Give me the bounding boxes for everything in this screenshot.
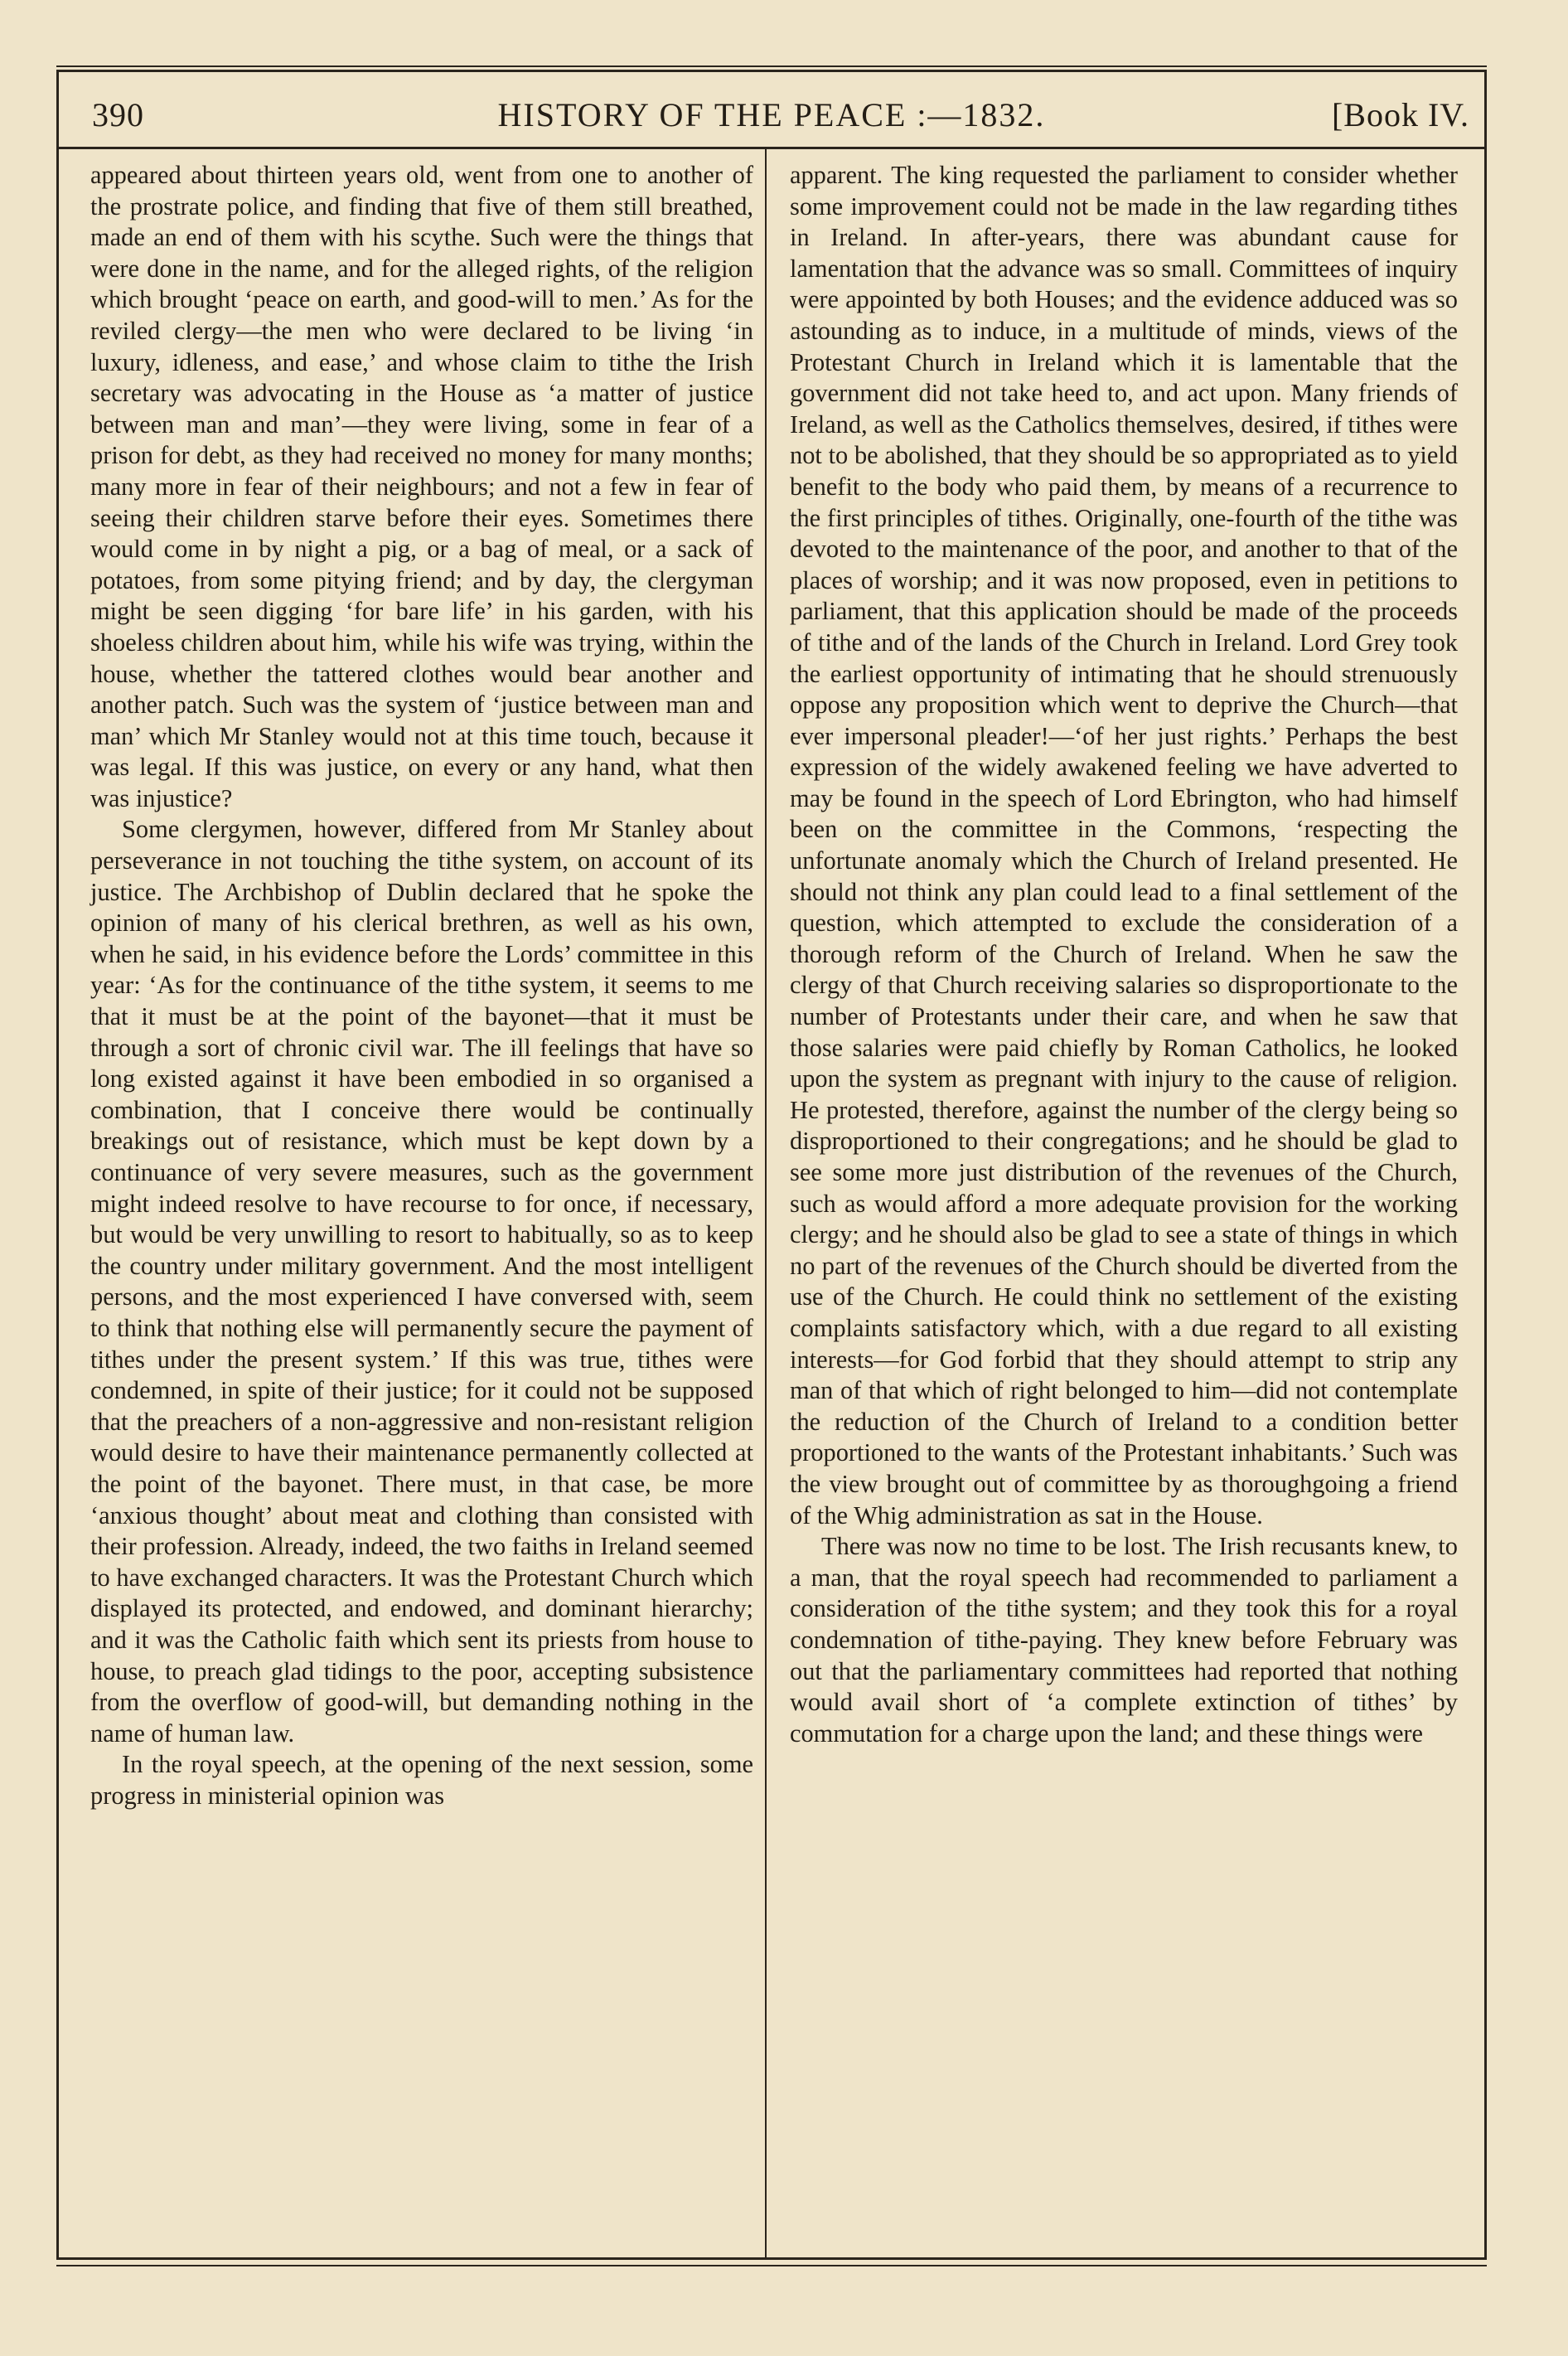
paragraph: appeared about thirteen years old, went from one to another of the prostrate police, and finding that five of them still breathed, made an end of them with his scythe. Such were the things that were done in the name, and for the alleged rights, of the religion which brought ‘peace on earth, and good-will to men.’ As for the reviled clergy—the men who were declared to be living ‘in luxury, idleness, and ease,’ and whose claim to tithe the Irish secretary was advocating in the House as ‘a matter of justice between man and man’—they were living, some in fear of a prison for debt, as they had received no money for many months; many more in fear of their neighbours; and not a few in fear of seeing their children starve before their eyes. Sometimes there would come in by night a pig, or a bag of meal, or a sack of potatoes, from some pitying friend; and by day, the clergyman might be seen digging ‘for bare life’ in his garden, with his shoeless children about him, while his wife was trying, within the house, whether the tattered clothes would bear another and another patch. Such was the system of ‘justice between man and man’ which Mr Stanley would not at this time touch, because it was legal. If this was justice, on every or any hand, what then was injustice? xyxy=(90,161,753,812)
running-title: HISTORY OF THE PEACE :—1832. xyxy=(497,96,1046,133)
book-label: [Book IV. xyxy=(1331,96,1469,133)
left-column xyxy=(90,160,753,1811)
right-column xyxy=(790,160,1458,1749)
paragraph: In the royal speech, at the opening of the next session, some progress in ministerial opinion was xyxy=(90,1750,753,1810)
paragraph: Some clergymen, however, differed from Mr Stanley about perseverance in not touching the tithe system, on account of its justice. The Archbishop of Dublin declared that he spoke the opinion of many of his clerical brethren, as well as his own, when he said, in his evidence before the Lords’ committee in this year: ‘As for the continuance of the tithe system, it seems to me that it must be at the point of the bayonet—that it must be through a sort of chronic civil war. The ill feelings that have so long existed against it have been embodied in so organised a combination, that I conceive there would be continually breakings out of resistance, which must be kept down by a continuance of very severe measures, such as the government might indeed resolve to have recourse to for once, if necessary, but would be very unwilling to resort to habitually, so as to keep the country under military government. And the most intelligent persons, and the most experienced I have conversed with, seem to think that nothing else will permanently secure the payment of tithes under the present system.’ If this was true, tithes were condemned, in spite of their justice; for it could not be supposed that the preachers of a non-aggressive and non-resistant religion would desire to have their maintenance permanently collected at the point of the bayonet. There must, in that case, be more ‘anxious thought’ about meat and clothing than consisted with their profession. Already, indeed, the two faiths in Ireland seemed to have exchanged characters. It was the Protestant Church which displayed its protected, and endowed, and dominant hierarchy; and it was the Catholic faith which sent its priests from house to house, to preach glad tidings to the poor, accepting subsistence from the overflow of good-will, but demanding nothing in the name of human law. xyxy=(90,815,753,1748)
book-page xyxy=(56,70,1487,2260)
page-number: 390 xyxy=(92,96,144,133)
running-header xyxy=(59,72,1484,149)
paragraph: There was now no time to be lost. The Irish recusants knew, to a man, that the royal speech had recommended to parliament a consideration of the tithe system; and they took this for a royal condemnation of tithe-paying. They knew before February was out that the parliamentary committees had reported that nothing would avail short of ‘a complete extinction of tithes’ by commutation for a charge upon the land; and these things were xyxy=(790,1532,1458,1748)
column-divider xyxy=(765,148,767,2257)
paragraph: apparent. The king requested the parliament to consider whether some improvement could not be made in the law regarding tithes in Ireland. In after-years, there was abundant cause for lamentation that the advance was so small. Committees of inquiry were appointed by both Houses; and the evidence adduced was so astounding as to induce, in a multitude of minds, views of the Protestant Church in Ireland which it is lamentable that the government did not take heed to, and act upon. Many friends of Ireland, as well as the Catholics themselves, desired, if tithes were not to be abolished, that they should be so appropriated as to yield benefit to the body who paid them, by means of a recurrence to the first principles of tithes. Originally, one-fourth of the tithe was devoted to the maintenance of the poor, and another to that of the places of worship; and it was now proposed, even in petitions to parliament, that this application should be made of the proceeds of tithe and of the lands of the Church in Ireland. Lord Grey took the earliest opportunity of intimating that he should strenuously oppose any proposition which went to deprive the Church—that ever impersonal pleader!—‘of her just rights.’ Perhaps the best expression of the widely awakened feeling we have adverted to may be found in the speech of Lord Ebrington, who had himself been on the committee in the Commons, ‘respecting the unfortunate anomaly which the Church of Ireland presented. He should not think any plan could lead to a final settlement of the question, which attempted to exclude the consideration of a thorough reform of the Church of Ireland. When he saw the clergy of that Church receiving salaries so disproportionate to the number of Protestants under their care, and when he saw that those salaries were paid chiefly by Roman Catholics, he looked upon the system as pregnant with injury to the cause of religion. He protested, therefore, against the number of the clergy being so disproportioned to their congregations; and he should be glad to see some more just distribution of the revenues of the Church, such as would afford a more adequate provision for the working clergy; and he should also be glad to see a state of things in which no part of the revenues of the Church should be diverted from the use of the Church. He could think no settlement of the existing complaints satisfactory which, with a due regard to all existing interests—for God forbid that they should attempt to strip any man of that which of right belonged to him—did not contemplate the reduction of the Church of Ireland to a condition better proportioned to the wants of the Protestant inhabitants.’ Such was the view brought out of committee by as thoroughgoing a friend of the Whig administration as sat in the House. xyxy=(790,161,1458,1529)
footer-rule xyxy=(56,2265,1487,2266)
